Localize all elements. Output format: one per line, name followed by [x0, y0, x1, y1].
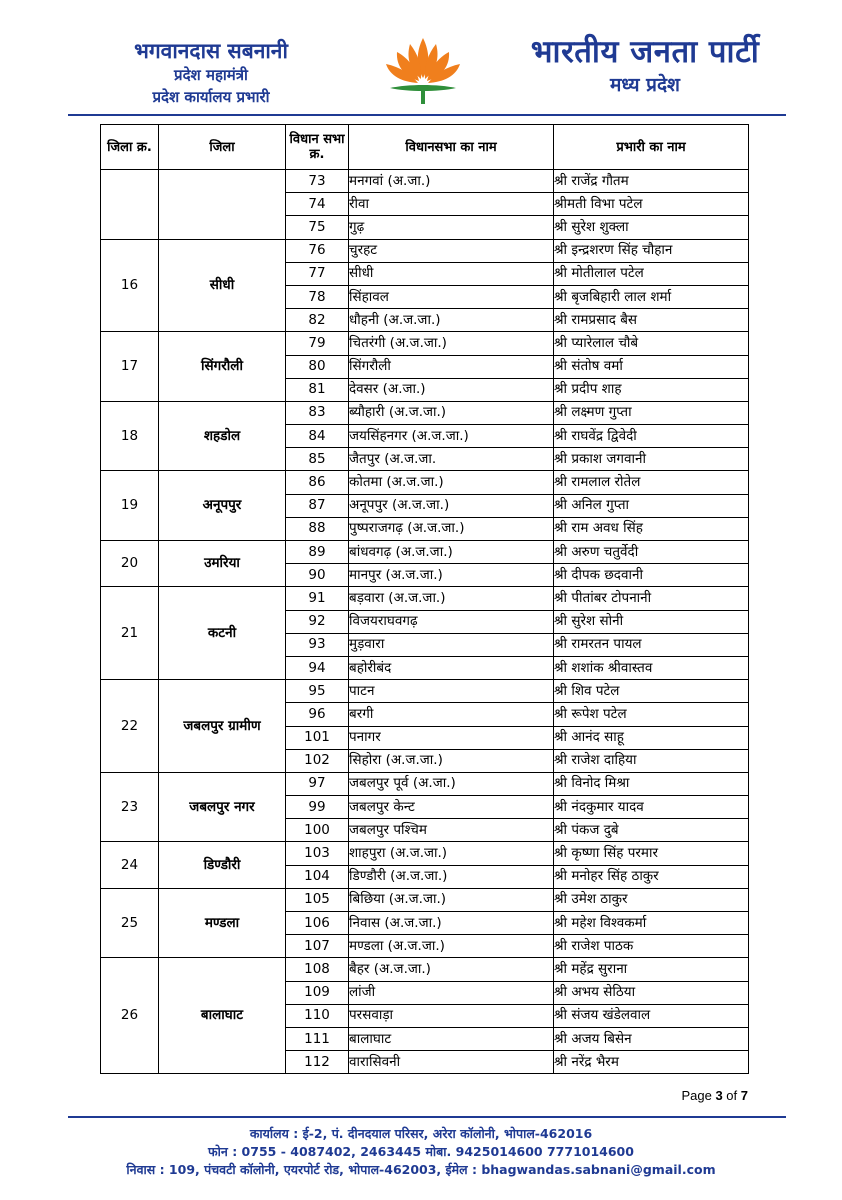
vidhansabha-name: मुड़वारा: [349, 633, 554, 656]
vidhansabha-name: रीवा: [349, 193, 554, 216]
table-row: [101, 842, 749, 865]
prabhari-name: श्री पंकज दुबे: [554, 819, 749, 842]
district-name: उमरिया: [159, 541, 286, 587]
vidhansabha-name: बांधवगढ़ (अ.ज.जा.): [349, 541, 554, 564]
district-name: [159, 170, 286, 240]
vidhansabha-name: बिछिया (अ.ज.जा.): [349, 888, 554, 911]
vidhansabha-number: 105: [286, 888, 349, 911]
table-row: [101, 239, 749, 262]
district-number: 23: [101, 772, 159, 842]
prabhari-name: श्री विनोद मिश्रा: [554, 772, 749, 795]
prabhari-name: श्री अनिल गुप्ता: [554, 494, 749, 517]
footer-divider: [68, 1116, 786, 1118]
prabhari-name: श्री रामप्रसाद बैस: [554, 309, 749, 332]
district-number: [101, 170, 159, 240]
prabhari-name: श्री सुरेश शुक्ला: [554, 216, 749, 239]
district-number: 18: [101, 401, 159, 471]
prabhari-name: श्री संजय खंडेलवाल: [554, 1004, 749, 1027]
vidhansabha-name: बहोरीबंद: [349, 656, 554, 679]
district-name: सिंगरौली: [159, 332, 286, 402]
vidhansabha-number: 101: [286, 726, 349, 749]
prabhari-name: श्री रूपेश पटेल: [554, 703, 749, 726]
prabhari-name: श्री पीतांबर टोपनानी: [554, 587, 749, 610]
prabhari-name: श्री शिव पटेल: [554, 680, 749, 703]
prabhari-name: श्री मोतीलाल पटेल: [554, 262, 749, 285]
sender-name: भगवानदास सबनानी: [134, 39, 288, 63]
prabhari-name: श्री प्यारेलाल चौबे: [554, 332, 749, 355]
table-row: [101, 170, 749, 193]
prabhari-name: श्री लक्ष्मण गुप्ता: [554, 401, 749, 424]
prabhari-name: श्री राजेश दाहिया: [554, 749, 749, 772]
vidhansabha-name: वारासिवनी: [349, 1051, 554, 1074]
vidhansabha-number: 73: [286, 170, 349, 193]
prabhari-name: श्री इन्द्रशरण सिंह चौहान: [554, 239, 749, 262]
vidhansabha-number: 78: [286, 285, 349, 308]
table-row: [101, 680, 749, 703]
table-row: [101, 888, 749, 911]
page-number: Page 3 of 7: [681, 1088, 748, 1103]
prabhari-name: श्री आनंद साहू: [554, 726, 749, 749]
district-name: बालाघाट: [159, 958, 286, 1074]
vidhansabha-name: निवास (अ.ज.जा.): [349, 912, 554, 935]
vidhansabha-name: शाहपुरा (अ.ज.जा.): [349, 842, 554, 865]
vidhansabha-number: 91: [286, 587, 349, 610]
sender-role: प्रदेश कार्यालय प्रभारी: [152, 88, 270, 106]
prabhari-name: श्री संतोष वर्मा: [554, 355, 749, 378]
col-vidhansabha-name: विधानसभा का नाम: [349, 125, 554, 170]
vidhansabha-number: 85: [286, 448, 349, 471]
vidhansabha-name: सिंहावल: [349, 285, 554, 308]
col-prabhari-name: प्रभारी का नाम: [554, 125, 749, 170]
vidhansabha-number: 88: [286, 517, 349, 540]
vidhansabha-name: जबलपुर केन्ट: [349, 796, 554, 819]
prabhari-table: [100, 124, 749, 1074]
prabhari-name: श्री अरुण चतुर्वेदी: [554, 541, 749, 564]
vidhansabha-name: परसवाड़ा: [349, 1004, 554, 1027]
vidhansabha-number: 95: [286, 680, 349, 703]
prabhari-name: श्री प्रकाश जगवानी: [554, 448, 749, 471]
vidhansabha-number: 84: [286, 425, 349, 448]
vidhansabha-number: 77: [286, 262, 349, 285]
vidhansabha-number: 75: [286, 216, 349, 239]
vidhansabha-number: 103: [286, 842, 349, 865]
prabhari-name: श्री राजेंद्र गौतम: [554, 170, 749, 193]
vidhansabha-number: 93: [286, 633, 349, 656]
vidhansabha-number: 106: [286, 912, 349, 935]
prabhari-name: श्री दीपक छदवानी: [554, 564, 749, 587]
vidhansabha-number: 99: [286, 796, 349, 819]
vidhansabha-name: विजयराघवगढ़: [349, 610, 554, 633]
vidhansabha-number: 111: [286, 1027, 349, 1050]
vidhansabha-name: लांजी: [349, 981, 554, 1004]
vidhansabha-number: 109: [286, 981, 349, 1004]
vidhansabha-name: चितरंगी (अ.ज.जा.): [349, 332, 554, 355]
table-row: [101, 332, 749, 355]
prabhari-name: श्री रामलाल रोतेल: [554, 471, 749, 494]
vidhansabha-name: बरगी: [349, 703, 554, 726]
prabhari-name: श्री मनोहर सिंह ठाकुर: [554, 865, 749, 888]
table-row: [101, 587, 749, 610]
sender-designation: प्रदेश महामंत्री: [174, 66, 248, 84]
district-name: शहडोल: [159, 401, 286, 471]
prabhari-name: श्री राजेश पाठक: [554, 935, 749, 958]
vidhansabha-name: जैतपुर (अ.ज.जा.: [349, 448, 554, 471]
prabhari-name: श्री प्रदीप शाह: [554, 378, 749, 401]
district-number: 26: [101, 958, 159, 1074]
vidhansabha-name: बालाघाट: [349, 1027, 554, 1050]
vidhansabha-name: पनागर: [349, 726, 554, 749]
prabhari-name: श्री रामरतन पायल: [554, 633, 749, 656]
vidhansabha-number: 87: [286, 494, 349, 517]
district-number: 25: [101, 888, 159, 958]
lotus-logo-icon: [378, 34, 468, 106]
prabhari-name: श्री महेंद्र सुराना: [554, 958, 749, 981]
district-name: कटनी: [159, 587, 286, 680]
footer-office-address: कार्यालय : ई-2, पं. दीनदयाल परिसर, अरेरा कॉलोनी, भोपाल-462016: [249, 1126, 593, 1141]
vidhansabha-number: 82: [286, 309, 349, 332]
district-name: जबलपुर नगर: [159, 772, 286, 842]
vidhansabha-name: जबलपुर पश्चिम: [349, 819, 554, 842]
vidhansabha-name: कोतमा (अ.ज.जा.): [349, 471, 554, 494]
col-vidhansabha-no: विधान सभा क्र.: [286, 125, 349, 170]
prabhari-name: श्री राघवेंद्र द्विवेदी: [554, 425, 749, 448]
vidhansabha-name: गुढ़: [349, 216, 554, 239]
vidhansabha-name: धौहनी (अ.ज.जा.): [349, 309, 554, 332]
district-number: 17: [101, 332, 159, 402]
prabhari-name: श्री नंदकुमार यादव: [554, 796, 749, 819]
vidhansabha-number: 97: [286, 772, 349, 795]
vidhansabha-name: पुष्पराजगढ़ (अ.ज.जा.): [349, 517, 554, 540]
vidhansabha-name: डिण्डौरी (अ.ज.जा.): [349, 865, 554, 888]
table-row: [101, 958, 749, 981]
prabhari-name: श्री अजय बिसेन: [554, 1027, 749, 1050]
prabhari-name: श्री कृष्णा सिंह परमार: [554, 842, 749, 865]
district-number: 16: [101, 239, 159, 332]
vidhansabha-name: मण्डला (अ.ज.जा.): [349, 935, 554, 958]
district-name: सीधी: [159, 239, 286, 332]
vidhansabha-number: 110: [286, 1004, 349, 1027]
vidhansabha-name: सिंगरौली: [349, 355, 554, 378]
vidhansabha-name: ब्यौहारी (अ.ज.जा.): [349, 401, 554, 424]
header-divider: [68, 114, 786, 116]
vidhansabha-name: सिहोरा (अ.ज.जा.): [349, 749, 554, 772]
vidhansabha-name: बड़वारा (अ.ज.जा.): [349, 587, 554, 610]
prabhari-name: श्री बृजबिहारी लाल शर्मा: [554, 285, 749, 308]
vidhansabha-number: 92: [286, 610, 349, 633]
vidhansabha-number: 90: [286, 564, 349, 587]
vidhansabha-number: 76: [286, 239, 349, 262]
vidhansabha-name: जबलपुर पूर्व (अ.जा.): [349, 772, 554, 795]
vidhansabha-name: मनगवां (अ.जा.): [349, 170, 554, 193]
footer-residence-email: निवास : 109, पंचवटी कॉलोनी, एयरपोर्ट रोड, भोपाल-462003, ईमेल : bhagwandas.sabnani@gmail.com: [126, 1162, 716, 1177]
district-number: 19: [101, 471, 159, 541]
prabhari-name: श्री उमेश ठाकुर: [554, 888, 749, 911]
vidhansabha-number: 94: [286, 656, 349, 679]
table-row: [101, 772, 749, 795]
prabhari-name: श्री महेश विश्वकर्मा: [554, 912, 749, 935]
vidhansabha-number: 80: [286, 355, 349, 378]
table-row: [101, 471, 749, 494]
vidhansabha-name: देवसर (अ.जा.): [349, 378, 554, 401]
vidhansabha-number: 81: [286, 378, 349, 401]
vidhansabha-number: 104: [286, 865, 349, 888]
state-name: मध्य प्रदेश: [610, 74, 680, 96]
letterhead-right: [515, 32, 775, 98]
vidhansabha-name: जयसिंहनगर (अ.ज.जा.): [349, 425, 554, 448]
vidhansabha-name: पाटन: [349, 680, 554, 703]
vidhansabha-name: मानपुर (अ.ज.जा.): [349, 564, 554, 587]
vidhansabha-number: 107: [286, 935, 349, 958]
table-row: [101, 541, 749, 564]
district-name: अनूपपुर: [159, 471, 286, 541]
vidhansabha-number: 96: [286, 703, 349, 726]
vidhansabha-number: 108: [286, 958, 349, 981]
vidhansabha-name: अनूपपुर (अ.ज.जा.): [349, 494, 554, 517]
vidhansabha-number: 112: [286, 1051, 349, 1074]
footer-phone: फोन : 0755 - 4087402, 2463445 मोबा. 9425014600 7771014600: [208, 1144, 634, 1159]
vidhansabha-number: 89: [286, 541, 349, 564]
district-number: 20: [101, 541, 159, 587]
district-number: 22: [101, 680, 159, 773]
prabhari-name: श्री अभय सेठिया: [554, 981, 749, 1004]
district-name: मण्डला: [159, 888, 286, 958]
prabhari-name: श्रीमती विभा पटेल: [554, 193, 749, 216]
vidhansabha-number: 79: [286, 332, 349, 355]
prabhari-name: श्री शशांक श्रीवास्तव: [554, 656, 749, 679]
table-header-row: [101, 125, 749, 170]
vidhansabha-number: 74: [286, 193, 349, 216]
col-district: जिला: [159, 125, 286, 170]
col-district-no: जिला क्र.: [101, 125, 159, 170]
table-row: [101, 401, 749, 424]
district-name: जबलपुर ग्रामीण: [159, 680, 286, 773]
vidhansabha-name: बैहर (अ.ज.जा.): [349, 958, 554, 981]
vidhansabha-name: सीधी: [349, 262, 554, 285]
prabhari-name: श्री नरेंद्र भैरम: [554, 1051, 749, 1074]
vidhansabha-number: 83: [286, 401, 349, 424]
letterhead-left: [96, 38, 326, 108]
prabhari-name: श्री राम अवध सिंह: [554, 517, 749, 540]
district-name: डिण्डौरी: [159, 842, 286, 888]
vidhansabha-number: 100: [286, 819, 349, 842]
vidhansabha-name: चुरहट: [349, 239, 554, 262]
prabhari-name: श्री सुरेश सोनी: [554, 610, 749, 633]
district-number: 24: [101, 842, 159, 888]
district-number: 21: [101, 587, 159, 680]
vidhansabha-number: 86: [286, 471, 349, 494]
vidhansabha-number: 102: [286, 749, 349, 772]
party-name: भारतीय जनता पार्टी: [530, 34, 760, 70]
